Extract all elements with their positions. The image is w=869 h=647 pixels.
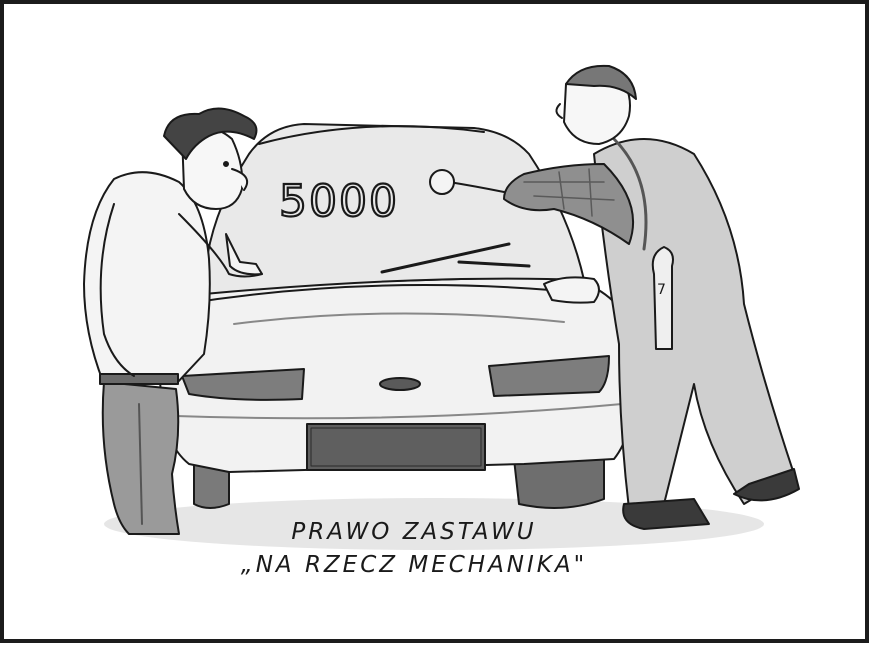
owner-belt [100,374,178,384]
mechanic-left-boot [623,499,709,529]
caption-line-2: „NA RZECZ MECHANIKA" [240,552,588,578]
wrench-mark: 7 [657,282,666,298]
owner-shirt [84,172,210,384]
mechanic-hand-on-hood [544,277,599,302]
cartoon-caption [204,516,624,582]
right-tire [514,459,604,508]
car-badge [380,378,420,390]
mechanic-hand [430,170,454,194]
windshield-price: 5000 [279,176,399,227]
caption-line-1: PRAWO ZASTAWU [291,519,537,545]
license-plate [307,424,485,470]
wrench-icon [653,247,673,349]
